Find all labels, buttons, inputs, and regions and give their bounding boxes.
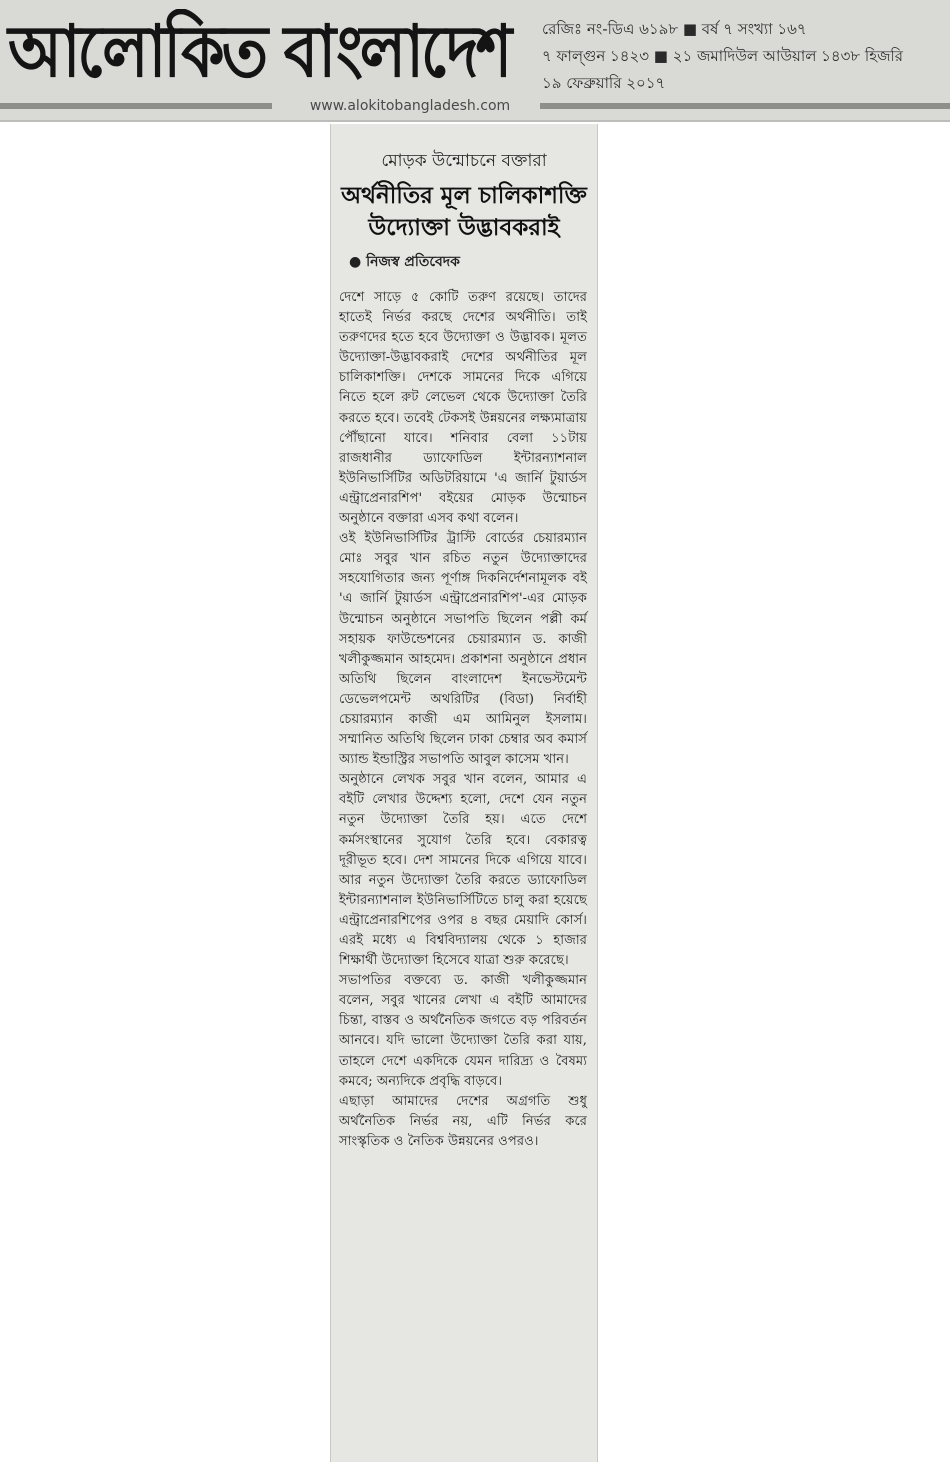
masthead-rule-right <box>540 103 950 109</box>
article-byline: ● নিজস্ব প্রতিবেদক <box>349 254 460 270</box>
gregorian-date-line: ১৯ ফেব্রুয়ারি ২০১৭ <box>542 74 666 92</box>
article-body <box>339 288 587 1152</box>
masthead-rule-left <box>0 103 272 109</box>
article-paragraph-3: অনুষ্ঠানে লেখক সবুর খান বলেন, আমার এ বইটি লেখার উদ্দেশ্য হলো, দেশে যেন নতুন নতুন উদ্যোক্তা তৈরি হয়। এতে দেশে কর্মসংস্থানের সুযোগ তৈরি হবে। বেকারত্ব দূরীভূত হবে। দেশ সামনের দিকে এগিয়ে যাবে। আর নতুন উদ্যোক্তা তৈরি করতে ড্যাফোডিল ইন্টারন্যাশনাল ইউনিভার্সিটিতে চালু করা হয়েছে এন্ট্রাপ্রেনারশিপের ওপর ৪ বছর মেয়াদি কোর্স। এরই মধ্যে এ বিশ্ববিদ্যালয় থেকে ১ হাজার শিক্ষার্থী উদ্যোক্তা হিসেবে যাত্রা শুরু করেছে। <box>339 772 587 969</box>
website-url: www.alokitobangladesh.com <box>309 98 511 114</box>
newspaper-logo: আলোকিত বাংলাদেশ <box>8 9 510 94</box>
article-headline: অর্থনীতির মূল চালিকাশক্তি উদ্যোক্তা উদ্ভাবকরাই <box>341 182 587 241</box>
article-paragraph-1: দেশে সাড়ে ৫ কোটি তরুণ রয়েছে। তাদের হাতেই নির্ভর করছে দেশের অর্থনীতি। তাই তরুণদের হতে হবে উদ্যোক্তা ও উদ্ভাবক। মূলত উদ্যোক্তা-উদ্ভাবকরাই দেশের অর্থনীতির মূল চালিকাশক্তি। দেশকে সামনের দিকে এগিয়ে নিতে হলে রুট লেভেল থেকে উদ্যোক্তা তৈরি করতে হবে। তবেই টেকসই উন্নয়নের লক্ষ্যমাত্রায় পৌঁছানো যাবে। শনিবার বেলা ১১টায় রাজধানীর ড্যাফোডিল ইন্টারন্যাশনাল ইউনিভার্সিটির অডিটরিয়ামে 'এ জার্নি টুয়ার্ডস এন্ট্রাপ্রেনারশিপ' বইয়ের মোড়ক উন্মোচন অনুষ্ঠানে বক্তারা এসব কথা বলেন। <box>339 290 587 527</box>
article-paragraph-4: সভাপতির বক্তব্যে ড. কাজী খলীকুজ্জমান বলেন, সবুর খানের লেখা এ বইটি আমাদের চিন্তা, বাস্তব ও অর্থনৈতিক জগতে বড় পরিবর্তন আনবে। যদি ভালো উদ্যোক্তা তৈরি করা যায়, তাহলে দেশে একদিকে যেমন দারিদ্র্য ও বৈষম্য কমবে; অন্যদিকে প্রবৃদ্ধি বাড়বে। <box>339 973 587 1089</box>
article-paragraph-2: ওই ইউনিভার্সিটির ট্রাস্টি বোর্ডের চেয়ারম্যান মোঃ সবুর খান রচিত নতুন উদ্যোক্তাদের সহযোগিতার জন্য পূর্ণাঙ্গ দিকনির্দেশনামূলক বই 'এ জার্নি টুয়ার্ডস এন্ট্রাপ্রেনারশিপ'-এর মোড়ক উন্মোচন অনুষ্ঠানে সভাপতি ছিলেন পল্লী কর্ম সহায়ক ফাউন্ডেশনের চেয়ারম্যান ড. কাজী খলীকুজ্জমান আহমেদ। প্রকাশনা অনুষ্ঠানে প্রধান অতিথি ছিলেন বাংলাদেশ ইনভেস্টমেন্ট ডেভেলপমেন্ট অথরিটির (বিডা) নির্বাহী চেয়ারম্যান কাজী এম আমিনুল ইসলাম। সম্মানিত অতিথি ছিলেন ঢাকা চেম্বার অব কমার্স অ্যান্ড ইন্ডাস্ট্রির সভাপতি আবুল কাসেম খান। <box>339 531 587 768</box>
registration-line: রেজিঃ নং-ডিএ ৬১৯৮ ■ বর্ষ ৭ সংখ্যা ১৬৭ <box>542 20 807 38</box>
issue-info <box>542 16 947 97</box>
article-clipping <box>330 124 598 1462</box>
article-paragraph-5: এছাড়া আমাদের দেশের অগ্রগতি শুধু অর্থনৈতিক নির্ভর নয়, এটি নির্ভর করে সাংস্কৃতিক ও নৈতিক উন্নয়নের ওপরও। <box>339 1093 587 1149</box>
newspaper-masthead <box>0 0 950 122</box>
bangla-date-line: ৭ ফাল্গুন ১৪২৩ ■ ২১ জমাদিউল আউয়াল ১৪৩৮ হিজরি <box>542 47 904 65</box>
article-kicker: মোড়ক উন্মোচনে বক্তারা <box>381 151 547 171</box>
